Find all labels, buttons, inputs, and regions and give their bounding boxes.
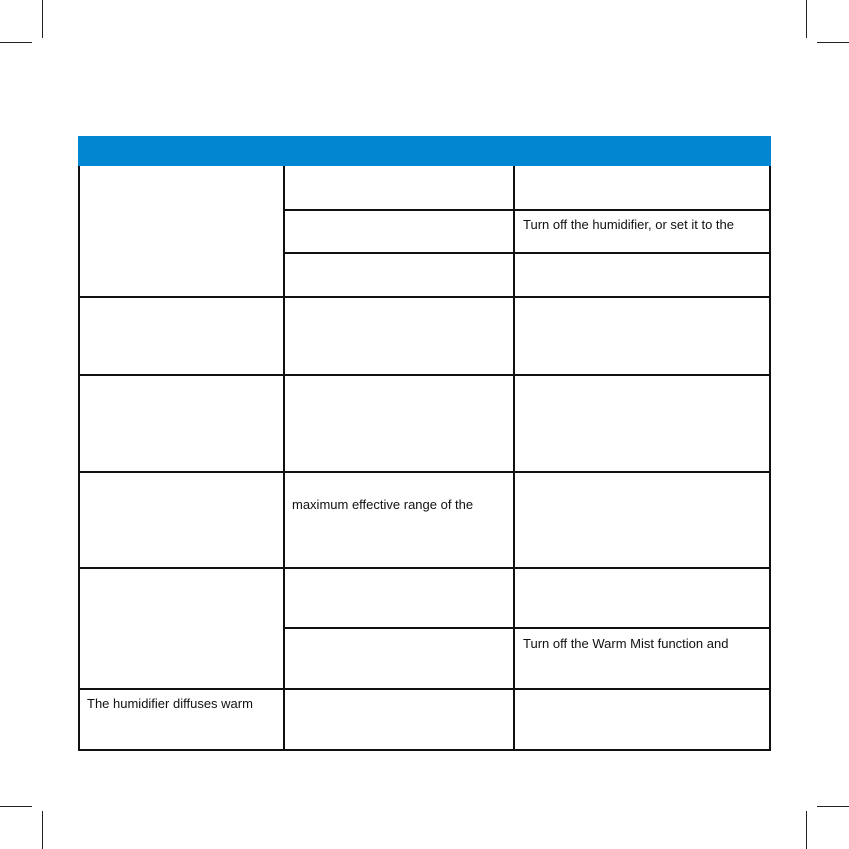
row1-sub2-solution-text: Turn off the humidifier, or set it to the: [523, 217, 734, 232]
table-border-left: [78, 166, 80, 751]
row-divider-1: [78, 296, 771, 298]
row1-subdivider-2: [283, 252, 771, 254]
row-divider-4: [78, 567, 771, 569]
table-border-bottom: [78, 749, 771, 751]
row4-cause-text: maximum effective range of the: [292, 497, 474, 512]
row-divider-3: [78, 471, 771, 473]
row6-problem-text: The humidifier diffuses warm: [87, 696, 253, 711]
row5-sub2-solution-text: Turn off the Warm Mist function and: [523, 636, 729, 651]
row1-subdivider-1: [283, 209, 771, 211]
row5-subdivider: [283, 627, 771, 629]
row-divider-5: [78, 688, 771, 690]
row-divider-2: [78, 374, 771, 376]
